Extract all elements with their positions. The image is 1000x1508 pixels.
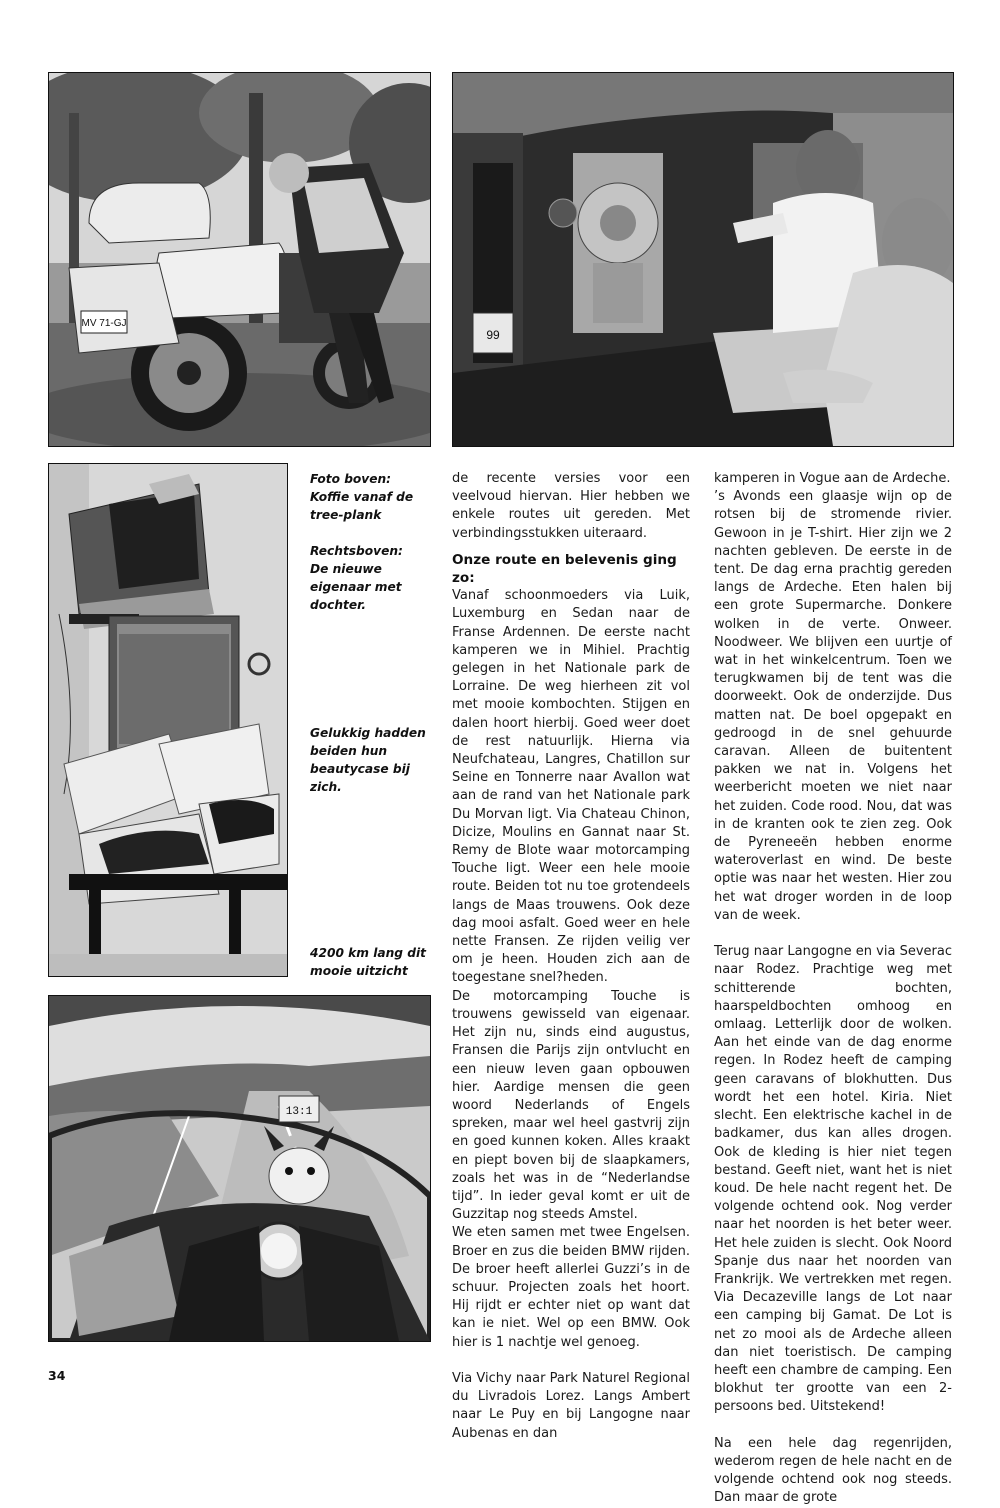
column1-intro: de recente versies voor een veelvoud hiervan. Hier hebben we enkele routes uit gereden. Met verbindingsstukken uiteraard. xyxy=(452,471,690,541)
article-column-2 xyxy=(714,470,952,1508)
caption-right-label: Rechtsboven: xyxy=(310,544,403,558)
route-heading: Onze route en belevenis ging zo: xyxy=(452,551,677,587)
photo-motorcycle-coffee xyxy=(48,72,431,447)
caption-view xyxy=(310,944,435,980)
column1-paragraph: Vanaf schoonmoeders via Luik, Luxemburg en Sedan naar de Franse Ardennen. De eerste nacht kamperen we in Mihiel. Prachtig gelegen in het Nationale park de Lorraine. De weg hierheen zit vol met mooie kombochten. Stijgen en dalen hoort hierbij. Goed weer doet de rest natuurlijk. Hierna via Neufchateau, Langres, Chatillon sur Seine en Tonnerre naar Avallon wat aan de rand van het Nationale park Du Morvan ligt. Via Chateau Chinon, Dicize, Moulins en Gannat naar St. Remy de Blote waar motorcamping Touche ligt. Weer een hele mooie route. Beiden tot nu toe grotendeels langs de Maas trouwens. Ook deze dag mooi asfalt. Goed weer en hele nette Fransen. Ze rijden veilig ver om je heen. Houden zich aan de toegestane snel?heden. xyxy=(452,588,690,986)
bar-scene xyxy=(453,73,953,446)
article-column-1 xyxy=(452,470,690,1443)
meter-text: 13:1 xyxy=(285,1106,313,1118)
photo-beautycases xyxy=(48,463,288,977)
photo-bar-owner xyxy=(452,72,954,447)
column1-paragraph: De motorcamping Touche is trouwens gewisseld van eigenaar. Het zijn nu, sinds eind augustus, Fransen die Parijs zijn ontvlucht en een nieuw leven gaan opbouwen hier. Aardige mensen die geen woord Nederlands of Engels spreken, maar wel heel gastvrij zijn en goed kunnen koken. Alles kraakt en piept boven bij de slaapkamers, zoals het was in de “Nederlandse tijd”. In ieder geval komt er uit de Guzzitap nog steeds Amstel. xyxy=(452,988,690,1223)
caption-beautycase-text: Gelukkig hadden beiden hun beautycase bij zich. xyxy=(310,726,426,794)
caption-right-text: De nieuwe eigenaar met dochter. xyxy=(310,562,402,612)
page-number: 34 xyxy=(48,1368,66,1383)
route-sign-text: 99 xyxy=(486,328,500,342)
caption-view-text: 4200 km lang dit mooie uitzicht xyxy=(310,946,426,978)
column2-paragraph: Na een hele dag regenrijden, wederom regen de hele nacht en de volgende ochtend ook nog steeds. Dan maar de grote xyxy=(714,1435,952,1506)
column1-paragraph: Via Vichy naar Park Naturel Regional du Livradois Lorez. Langs Ambert naar Le Puy en bij Langogne naar Aubenas en dan xyxy=(452,1370,690,1441)
plate-text: MV 71-GJ xyxy=(81,318,127,329)
caption-top-label: Foto boven: xyxy=(310,472,392,486)
road-scene xyxy=(49,996,430,1341)
column2-paragraph: Terug naar Langogne en via Severac naar Rodez. Prachtige weg met schitterende bochten, haarspeldbochten omhoog en omlaag. Letterlijk door de wolken. Aan het einde van de dag enorme regen. In Rodez heeft de camping geen caravans of blokhutten. Dus wordt het een hotel. Kiria. Niet slecht. Een elektrische kachel in de badkamer, dus kan alles drogen. Ook de kleding is hier niet tegen bestand. Geeft niet, want het is niet koud. De hele nacht regent het. De volgende ochtend ook. Nog verder naar het noorden is het beter weer. Het hele zuiden is slecht. Ook Noord Spanje dus naar het noorden van Frankrijk. We vertrekken met regen. Via Decazeville langs de Lot naar een camping bij Gamat. De Lot is net zo mooi als de Ardeche alleen dan niet toeristisch. De camping heeft een chambre de camping. Een blokhut ter grootte van een 2-persoons bed. Uitstekend! xyxy=(714,944,952,1415)
motorcycle-scene xyxy=(49,73,430,446)
caption-beautycase xyxy=(310,724,435,796)
column1-paragraph: We eten samen met twee Engelsen. Broer en zus die beiden BMW rijden. De broer heeft allerlei Guzzi’s in de schuur. Projecten zoals het hoort. Hij rijdt er echter niet op want dat kan ie niet. Wel op een BMW. Ook hier is 1 nachtje wel genoeg. xyxy=(452,1225,690,1350)
column2-paragraph: ’s Avonds een glaasje wijn op de rotsen bij de stromende rivier. Gewoon in je T-shirt. Hier zijn we 2 nachten gebleven. De eerste in de tent. De dag erna prachtig gereden langs de Ardeche. Eten halen bij een grote Supermarche. Donkere wolken in de verte. Onweer. Noodweer. We blijven een uurtje of wat in het winkelcentrum. Toen we terugkwamen bij de tent was die doorweekt. Ook de onderzijde. Dus matten nat. De boel opgepakt en gedroogd in de snel gehuurde caravan. Alleen de buitentent pakken we nat in. Volgens het weerbericht moeten we niet naar het zuiden. Code rood. Nou, dat was in de kranten ook te zien zeg. Ook de Pyreneeën hebben enorme wateroverlast en wind. De beste optie was naar het westen. Hier zou het wat droger worden in de loop van de week. xyxy=(714,489,952,923)
photo-road-view xyxy=(48,995,431,1342)
caption-top-text: Koffie vanaf de tree-plank xyxy=(310,490,414,522)
column2-paragraph: kamperen in Vogue aan de Ardeche. xyxy=(714,471,951,486)
caption-top-photos xyxy=(310,470,435,614)
room-scene xyxy=(49,464,287,976)
